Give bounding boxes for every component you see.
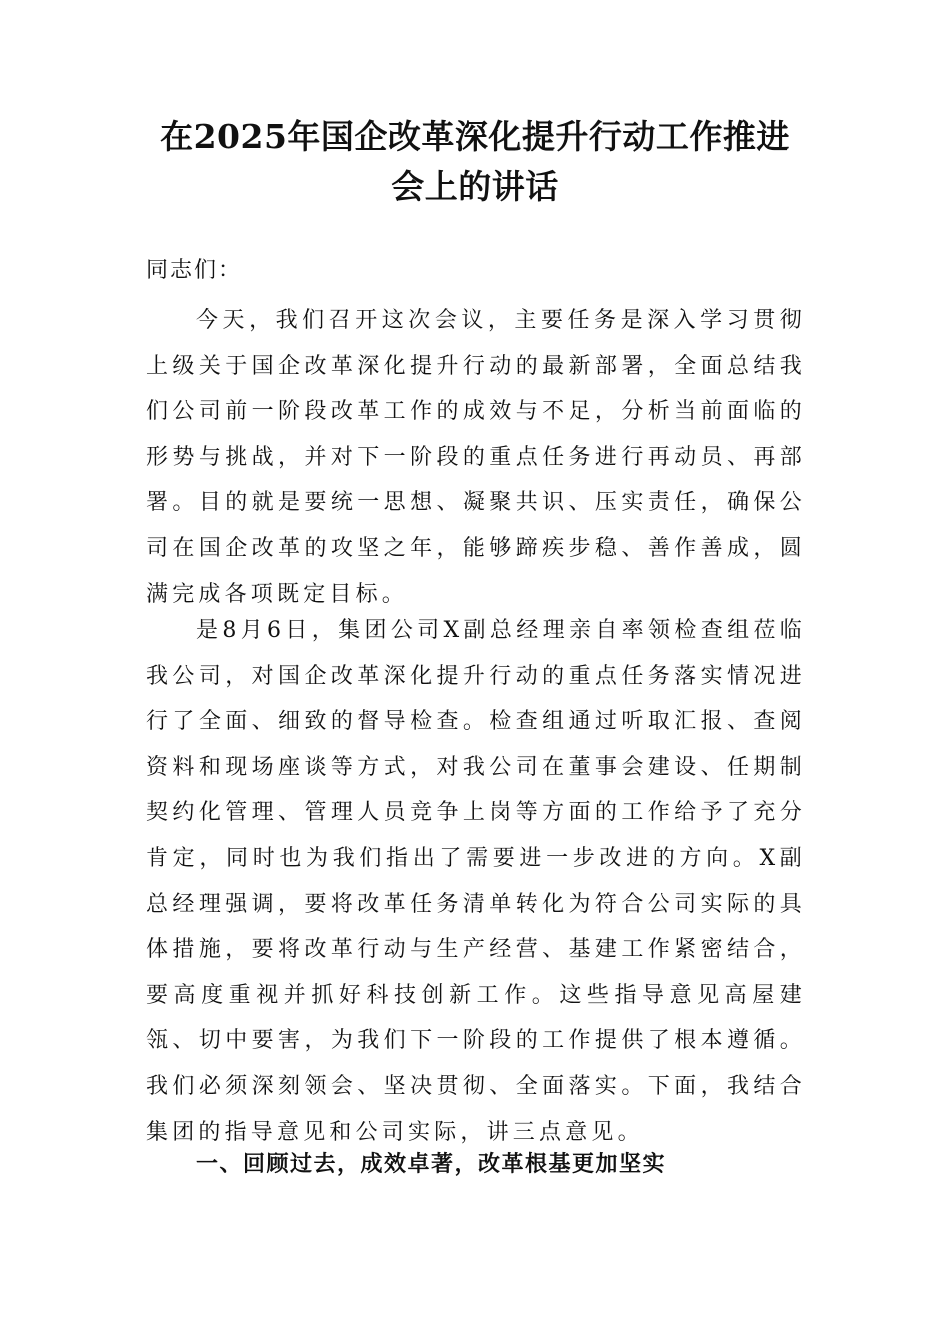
paragraph-inspection: 是8月6日，集团公司X副总经理亲自率领检查组莅临我公司，对国企改革深化提升行动的重点任务落实情况进行了全面、细致的督导检查。检查组通过听取汇报、查阅资料和现场座谈等方式，对我公司在董事会建设、任期制契约化管理、管理人员竞争上岗等方面的工作给予了充分肯定，同时也为我们指出了需要进一步改进的方向。X副总经理强调，要将改革任务清单转化为符合公司实际的具体措施，要将改革行动与生产经营、基建工作紧密结合，要高度重视并抓好科技创新工作。这些指导意见高屋建瓴、切中要害，为我们下一阶段的工作提供了根本遵循。我们必须深刻领会、坚决贯彻、全面落实。下面，我结合集团的指导意见和公司实际，讲三点意见。: [146, 618, 806, 1145]
document-title: [120, 112, 830, 212]
title-line-2: 会上的讲话: [391, 167, 559, 206]
title-line-1: 在2025年国企改革深化提升行动工作推进: [160, 117, 790, 156]
paragraph-opening: 今天，我们召开这次会议，主要任务是深入学习贯彻上级关于国企改革深化提升行动的最新部署，全面总结我们公司前一阶段改革工作的成效与不足，分析当前面临的形势与挑战，并对下一阶段的重点任务进行再动员、再部署。目的就是要统一思想、凝聚共识、压实责任，确保公司在国企改革的攻坚之年，能够蹄疾步稳、善作善成，圆满完成各项既定目标。: [146, 308, 806, 607]
section-heading: 一、回顾过去，成效卓著，改革根基更加坚实: [196, 1152, 667, 1177]
salutation: 同志们：: [146, 258, 243, 283]
